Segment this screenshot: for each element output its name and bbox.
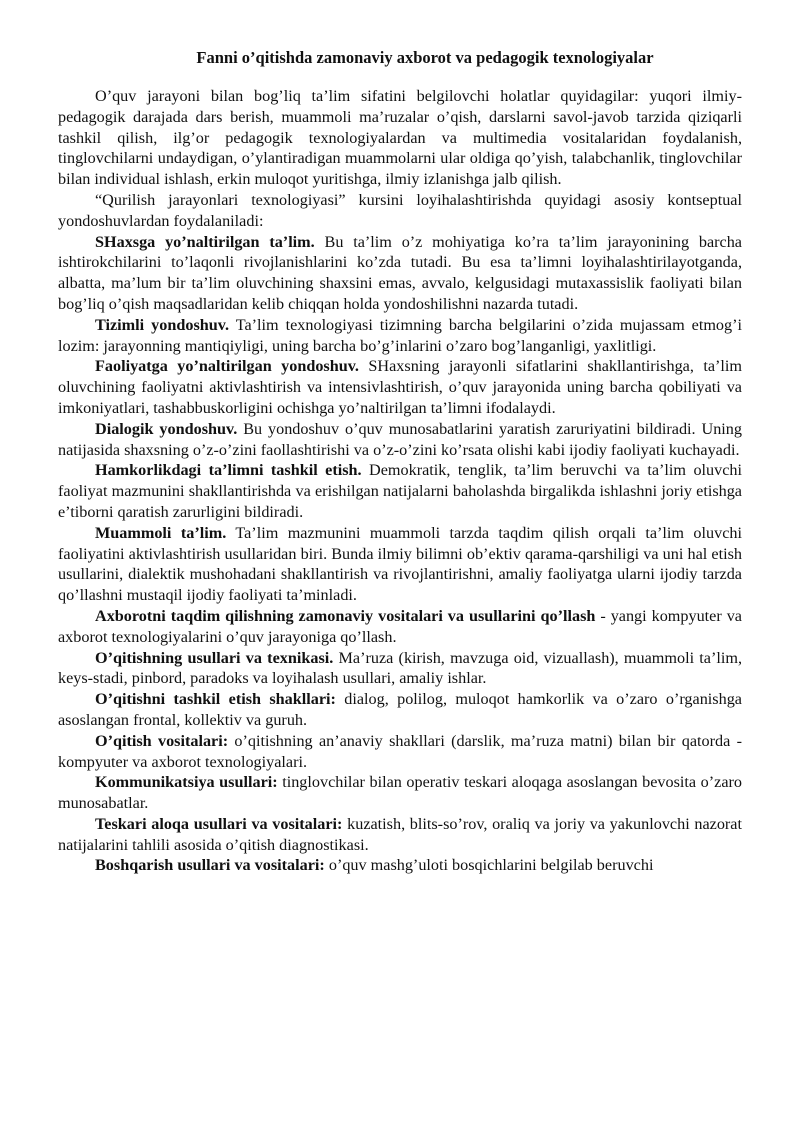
paragraph-teaching-methods [58, 648, 742, 690]
term-heading: Kommunikatsiya usullari: [95, 773, 278, 792]
paragraph-teaching-forms [58, 689, 742, 731]
paragraph-problem-based [58, 523, 742, 606]
paragraph-text: dialog, polilog, muloqot hamkorlik va o’zaro o’rganishga asoslangan frontal, kollektiv va guruh. [58, 690, 742, 729]
paragraph-personal-oriented [58, 232, 742, 315]
paragraph-intro [58, 86, 742, 190]
paragraph-text: SHaxsning jarayonli sifatlarini shakllantirishga, ta’lim oluvchining faoliyatni aktivlashtirish va intensivlashtirish, o’quv jarayonida uning barcha qobiliyati va imkoniyatlari, tashabbuskorligini ochishga yo’naltirilgan ta’limni ifodalaydi. [58, 357, 742, 417]
term-heading: Teskari aloqa usullari va vositalari: [95, 814, 343, 833]
paragraph-communication [58, 772, 742, 814]
term-heading: SHaxsga yo’naltirilgan ta’lim. [95, 232, 315, 251]
term-heading: Hamkorlikdagi ta’limni tashkil etish. [95, 461, 362, 480]
term-heading: Axborotni taqdim qilishning zamonaviy vositalari va usullarini qo’llash [95, 606, 596, 625]
paragraph-text: Ta’lim mazmunini muammoli tarzda taqdim qilish orqali ta’lim oluvchi faoliyatini aktivlashtirish usullaridan biri. Bunda ilmiy bilimni ob’ektiv qarama-qarshiligi va uni hal etish usullarini, dialektik mushohadani shakllantirish va rivojlantirishni, amaliy faoliyatga ularni ijodiy tarzda qo’llashni mustaqil ijodiy faoliyati ta’minladi. [58, 523, 742, 605]
term-heading: Muammoli ta’lim. [95, 523, 227, 542]
paragraph-text: kuzatish, blits-so’rov, oraliq va joriy va yakunlovchi nazorat natijalarini tahlili asosida o’qitish diagnostikasi. [58, 814, 742, 854]
paragraph-text: Ta’lim texnologiyasi tizimning barcha belgilarini o’zida mujassam etmog’i lozim: jarayonning mantiqiyligi, uning barcha bo’g’inlarini o’zaro bog’langanligi, yaxlitligi. [58, 315, 742, 355]
paragraph-systemic [58, 315, 742, 357]
paragraph-text: O’quv jarayoni bilan bog’liq ta’lim sifatini belgilovchi holatlar quyidagilar: yuqori ilmiy-pedagogik darajada dars berish, muammoli ma’ruzalar o’qish, darslarni savol-javob tarzida qiziqarli tashkil qilish, ilg’or pedagogik texnologiyalardan va multimedia vositalaridan foydalanish, tinglovchilarni undaydigan, o’ylantiradigan muammolarni ular oldiga qo’yish, talabchanlik, tinglovchilar bilan individual ishlash, erkin muloqot yuritishga, ilmiy izlanishga jalb qilish. [58, 87, 742, 189]
paragraph-feedback [58, 814, 742, 856]
paragraph-dialogic [58, 419, 742, 461]
document-body [58, 86, 742, 876]
term-heading: Faoliyatga yo’naltirilgan yondoshuv. [95, 357, 359, 376]
paragraph-cooperative [58, 460, 742, 522]
paragraph-modern-info-tools [58, 606, 742, 648]
paragraph-text: Bu yondoshuv o’quv munosabatlarini yaratish zaruriyatini bildiradi. Uning natijasida shaxsning o’z-o’zini faollashtirishi va o’z-o’zini ko’rsata olishi kabi ijodiy faoliyati kuchayadi. [58, 419, 742, 459]
paragraph-text: Bu ta’lim o’z mohiyatiga ko’ra ta’lim jarayonining barcha ishtirokchilarini to’laqonli rivojlanishlarini ko’zda tutadi. Bu esa ta’limni loyihalashtirilayotganda, albatta, ma’lum bir ta’lim oluvchining shaxsini emas, avvalo, kelgusidagi mutaxassislik faoliyati bilan bog’liq o’qish maqsadlaridan kelib chiqqan holda yondoshilishni nazarda tutadi. [58, 232, 742, 313]
paragraph-course-approaches [58, 190, 742, 232]
paragraph-text: Demokratik, tenglik, ta’lim beruvchi va ta’lim oluvchi faoliyat mazmunini shakllantirishda va erishilgan natijalarni baholashda birgalikda ishlashni joriy etishga e’tiborni qaratish zarurligini bildiradi. [58, 461, 742, 521]
paragraph-management [58, 855, 742, 876]
term-heading: Tizimli yondoshuv. [95, 315, 229, 334]
term-heading: O’qitishning usullari va texnikasi. [95, 648, 334, 667]
paragraph-text: tinglovchilar bilan operativ teskari aloqaga asoslangan bevosita o’zaro munosabatlar. [58, 773, 742, 813]
paragraph-text: - yangi kompyuter va axborot texnologiyalarini o’quv jarayoniga qo’llash. [58, 606, 742, 646]
paragraph-activity-oriented [58, 356, 742, 418]
document-title: Fanni o’qitishda zamonaviy axborot va pedagogik texnologiyalar [196, 48, 654, 67]
paragraph-text: o’quv mashg’uloti bosqichlarini belgilab beruvchi [324, 856, 654, 875]
paragraph-teaching-tools [58, 731, 742, 773]
paragraph-text: o’qitishning an’anaviy shakllari (darslik, ma’ruza matni) bilan bir qatorda - kompyuter va axborot texnologiyalari. [58, 731, 742, 771]
term-heading: Dialogik yondoshuv. [95, 419, 238, 438]
term-heading: Boshqarish usullari va vositalari: [95, 856, 325, 875]
term-heading: O’qitishni tashkil etish shakllari: [95, 690, 336, 709]
paragraph-text: “Qurilish jarayonlari texnologiyasi” kursini loyihalashtirishda quyidagi asosiy kontseptual yondoshuvlardan foydalaniladi: [58, 190, 742, 230]
paragraph-text: Ma’ruza (kirish, mavzuga oid, vizuallash), muammoli ta’lim, keys-stadi, pinbord, paradoks va loyihalash usullari, amaliy ishlar. [58, 648, 742, 688]
term-heading: O’qitish vositalari: [95, 731, 229, 750]
